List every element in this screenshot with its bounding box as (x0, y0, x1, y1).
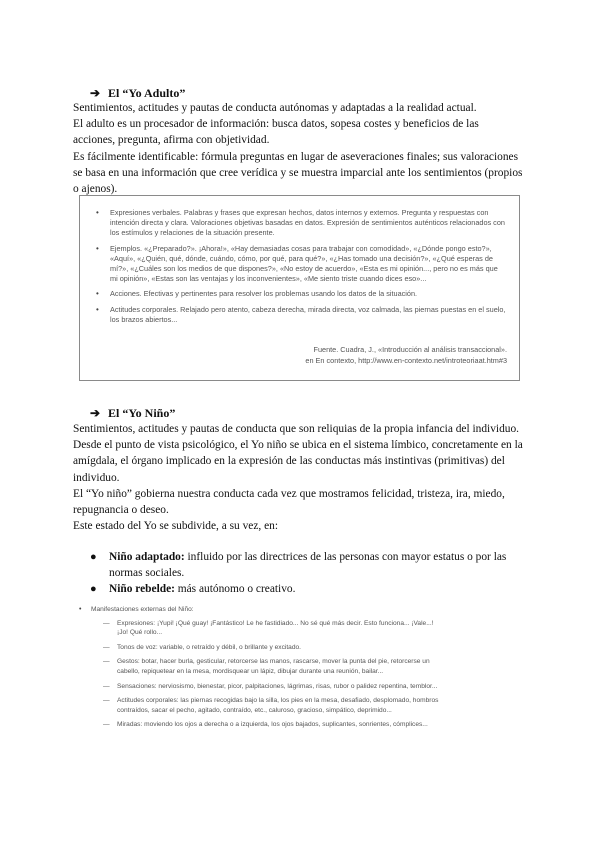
dash-icon: — (103, 643, 110, 651)
heading-text: El “Yo Adulto” (108, 86, 186, 100)
nino-manifestations-excerpt (79, 605, 439, 735)
section-heading-adulto (90, 86, 185, 101)
dash-icon: — (103, 658, 110, 666)
paragraph: Este estado del Yo se subdivide, a su vez, en: (73, 520, 278, 533)
list-item: — Expresiones: ¡Yupi! ¡Qué guay! ¡Fantástico! Le he fastidiado... No sé qué más decir. Esto funciona... ¡Vale...! ¡Jo! Qué rollo... (103, 619, 434, 637)
bullet-icon: • (96, 208, 99, 217)
paragraph: El adulto es un procesador de información: busca datos, sopesa costes y beneficios de las acciones, pregunta, afirma con objetividad. (73, 118, 479, 147)
manifestations-list (79, 619, 439, 730)
source-line: en En contexto, http://www.en-contexto.net/introteoriaat.htm#3 (305, 356, 507, 365)
term-definition: influido por las directrices de las personas con mayor estatus o por las normas sociales. (109, 551, 507, 580)
excerpt-item: • Ejemplos. «¿Preparado?». ¡Ahora!», «Hay demasiadas cosas para trabajar con comodidad», «¿Dónde pongo esto?», «Aquí», «¿Quién, qué, dónde, cuándo, cómo, por qué, para qué?», «¿Has tomado una decisión?», «¿Qué esperas de mí?», «¿Cuáles son los medios de que dispones?», «No estoy de acuerdo», «Esta es mi opinión..., pero no es más que mi opinión», «Estas son las ventajas y los inconvenientes», «Me siento triste cuando dices eso»... (96, 243, 498, 284)
dash-icon: — (103, 682, 110, 690)
bullet-icon: • (79, 606, 82, 613)
list-item-nino-adaptado (90, 549, 533, 581)
list-item-nino-rebelde (90, 581, 533, 597)
list-item: — Gestos: botar, hacer burla, gesticular, retorcerse las manos, rascarse, mover la punta del pie, retorcerse un cabello, repiquetear en la mesa, mordisquear un lápiz, dibujar durante una reunión, bailar... (103, 658, 430, 675)
section-heading-nino (90, 406, 175, 421)
adulto-paragraphs (73, 100, 523, 197)
arrow-icon: ➔ (90, 86, 101, 100)
list-item: — Sensaciones: nerviosismo, bienestar, picor, palpitaciones, lágrimas, risas, rubor o palidez repentina, temblor... (103, 682, 438, 690)
paragraph: Sentimientos, actitudes y pautas de conducta autónomas y adaptadas a la realidad actual. (73, 102, 477, 114)
paragraph: Sentimientos, actitudes y pautas de conducta que son reliquias de la propia infancia del individuo. (73, 423, 520, 435)
source-line: Fuente. Cuadra, J., «Introducción al análisis transaccional». (313, 345, 507, 354)
excerpt-source (305, 344, 507, 366)
arrow-icon: ➔ (90, 406, 101, 420)
list-item: — Tonos de voz: variable, o retraído y débil, o brillante y excitado. (103, 643, 301, 651)
dash-icon: — (103, 697, 110, 705)
term-label: Niño adaptado: (109, 551, 185, 563)
excerpt-title: • Manifestaciones externas del Niño: (79, 606, 194, 613)
dash-icon: — (103, 721, 110, 729)
term-label: Niño rebelde: (109, 583, 175, 595)
paragraph: Desde el punto de vista psicológico, el Yo niño se ubica en el sistema límbico, concretamente en la amígdala, el órgano implicado en la expresión de las conductas más instintivas (primitivas) del individuo. (73, 439, 523, 484)
excerpt-item: • Actitudes corporales. Relajado pero atento, cabeza derecha, mirada directa, voz calmada, las piernas puestas en el suelo, los brazos abiertos... (96, 304, 506, 324)
bullet-icon: • (96, 243, 99, 253)
excerpt-item: • Acciones. Efectivas y pertinentes para resolver los problemas usando los datos de la situación. (96, 289, 418, 299)
excerpt-list (94, 208, 506, 330)
bullet-icon: • (96, 289, 99, 299)
heading-text: El “Yo Niño” (108, 406, 176, 420)
adulto-excerpt-box (79, 195, 520, 381)
bullet-icon: ● (90, 551, 97, 563)
nino-paragraphs (73, 421, 525, 534)
term-definition: más autónomo o creativo. (174, 583, 296, 595)
bullet-icon: ● (90, 583, 97, 595)
excerpt-item: • Expresiones verbales. Palabras y frases que expresan hechos, datos internos y externos. Pregunta y respuestas con intención directa y clara. Valoraciones objetivas basadas en datos. Expresión de sentimientos auténticos relacionados con los estímulos y relaciones de la situación presente. (96, 208, 505, 238)
paragraph: El “Yo niño” gobierna nuestra conducta cada vez que mostramos felicidad, tristeza, ira, miedo, repugnancia o deseo. (73, 487, 505, 517)
bullet-icon: • (96, 304, 99, 314)
paragraph: Es fácilmente identificable: fórmula preguntas en lugar de aseveraciones finales; sus valoraciones se basa en una información que cree verídica y se muestra imparcial ante los sentimientos (propios o ajenos). (73, 150, 523, 196)
list-item: — Miradas: moviendo los ojos a derecha o a izquierda, los ojos bajados, suplicantes, sonrientes, cómplices... (103, 721, 428, 729)
list-item: — Actitudes corporales: las piernas recogidas bajo la silla, los pies en la mesa, desafiado, desplomado, hombros contraídos, sacar el pecho, agitado, contraído, etc., caluroso, gracioso, simpático, deprimido... (103, 697, 439, 714)
dash-icon: — (103, 619, 110, 627)
